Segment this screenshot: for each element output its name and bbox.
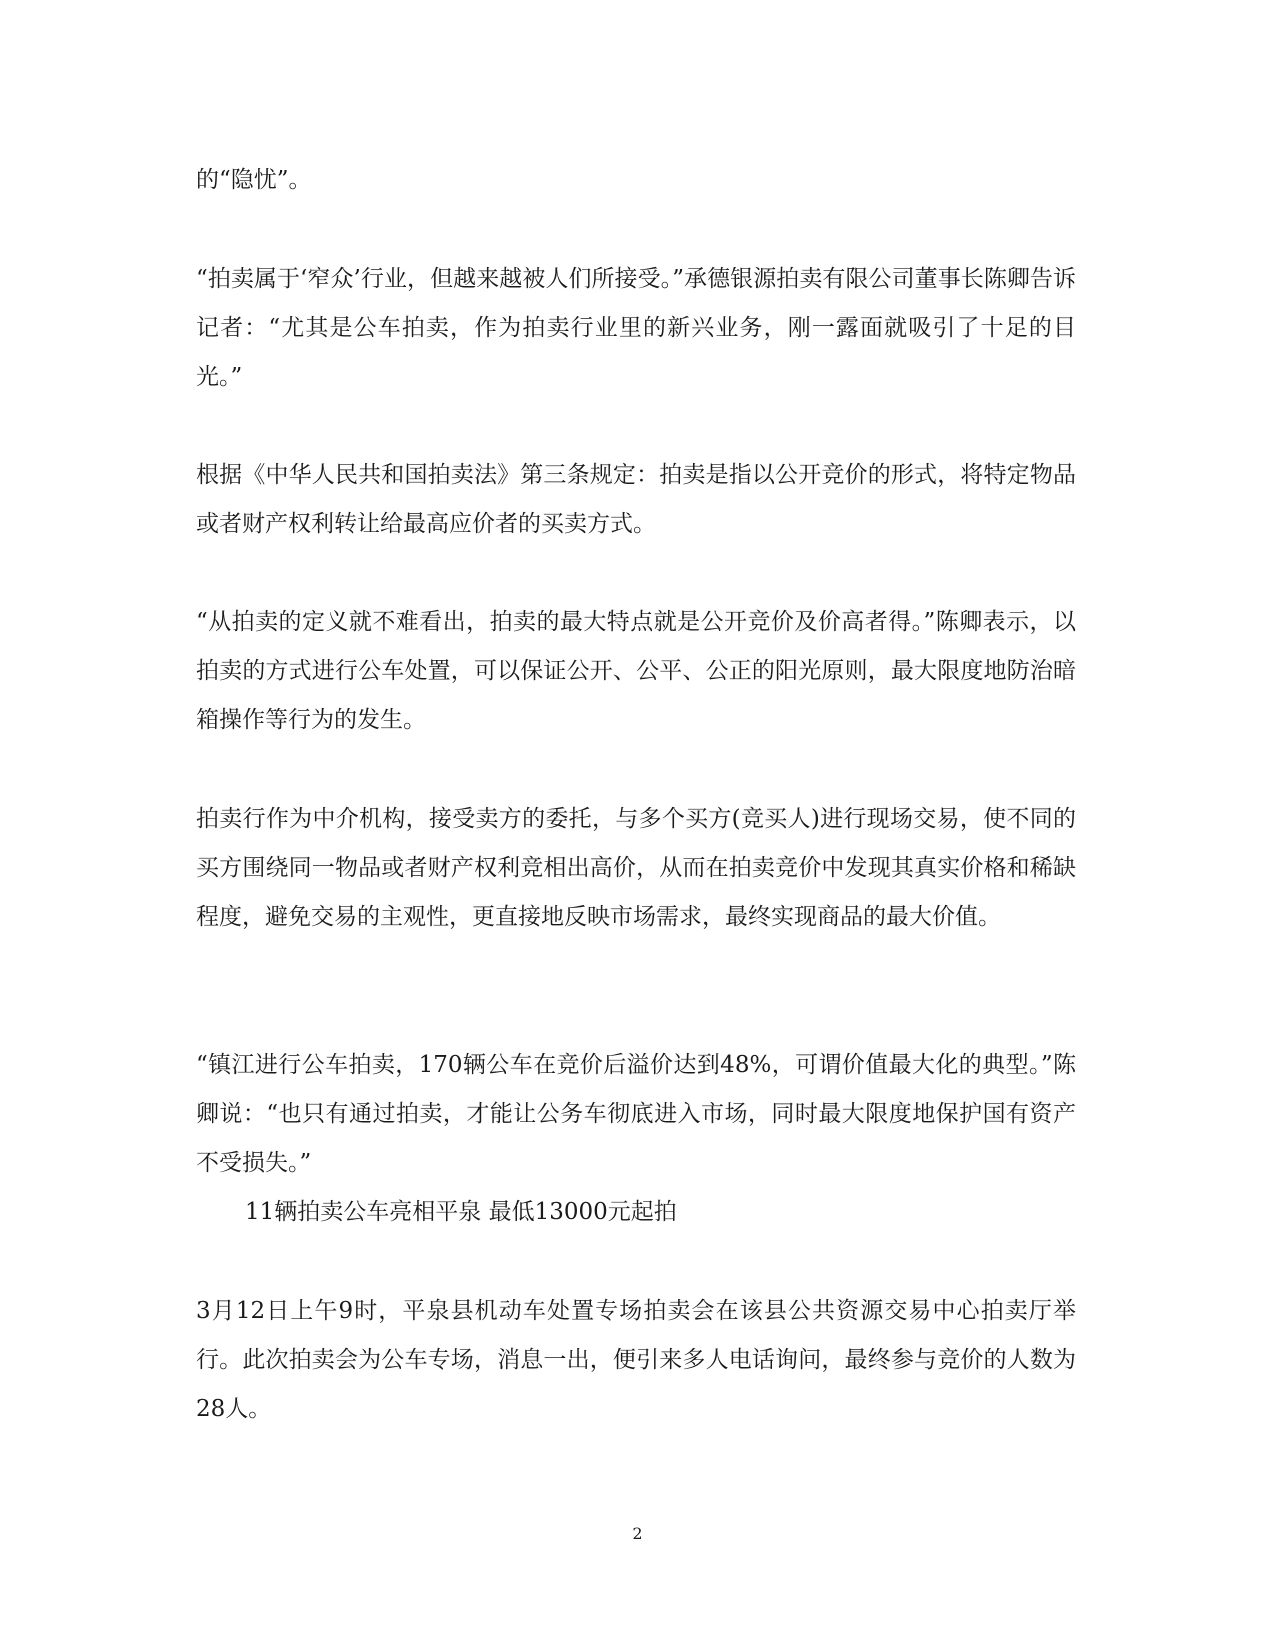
- paragraph-auction-definition: “从拍卖的定义就不难看出，拍卖的最大特点就是公开竞价及价高者得。”陈卿表示，以拍卖的方式进行公车处置，可以保证公开、公平、公正的阳光原则，最大限度地防治暗箱操作等行为的发生。: [196, 609, 1076, 733]
- section-heading: 11辆拍卖公车亮相平泉 最低13000元起拍: [245, 1199, 677, 1225]
- paragraph-hidden-worries: 的“隐忧”。: [196, 167, 312, 193]
- page-number: 2: [632, 1524, 643, 1543]
- paragraph-pingquan-auction: 3月12日上午9时，平泉县机动车处置专场拍卖会在该县公共资源交易中心拍卖厅举行。此次拍卖会为公车专场，消息一出，便引来多人电话询问，最终参与竞价的人数为28人。: [196, 1298, 1076, 1422]
- paragraph-auction-law: 根据《中华人民共和国拍卖法》第三条规定：拍卖是指以公开竞价的形式，将特定物品或者财产权利转让给最高应价者的买卖方式。: [196, 462, 1076, 537]
- paragraph-auction-house-role: 拍卖行作为中介机构，接受卖方的委托，与多个买方(竞买人)进行现场交易，使不同的买方围绕同一物品或者财产权利竞相出高价，从而在拍卖竞价中发现其真实价格和稀缺程度，避免交易的主观性，更直接地反映市场需求，最终实现商品的最大价值。: [196, 806, 1076, 930]
- paragraph-auction-niche: “拍卖属于‘窄众’行业，但越来越被人们所接受。”承德银源拍卖有限公司董事长陈卿告诉记者：“尤其是公车拍卖，作为拍卖行业里的新兴业务，刚一露面就吸引了十足的目光。”: [196, 266, 1076, 390]
- paragraph-zhenjiang-example: “镇江进行公车拍卖，170辆公车在竞价后溢价达到48%，可谓价值最大化的典型。”陈卿说：“也只有通过拍卖，才能让公务车彻底进入市场，同时最大限度地保护国有资产不受损失。”: [196, 1052, 1076, 1176]
